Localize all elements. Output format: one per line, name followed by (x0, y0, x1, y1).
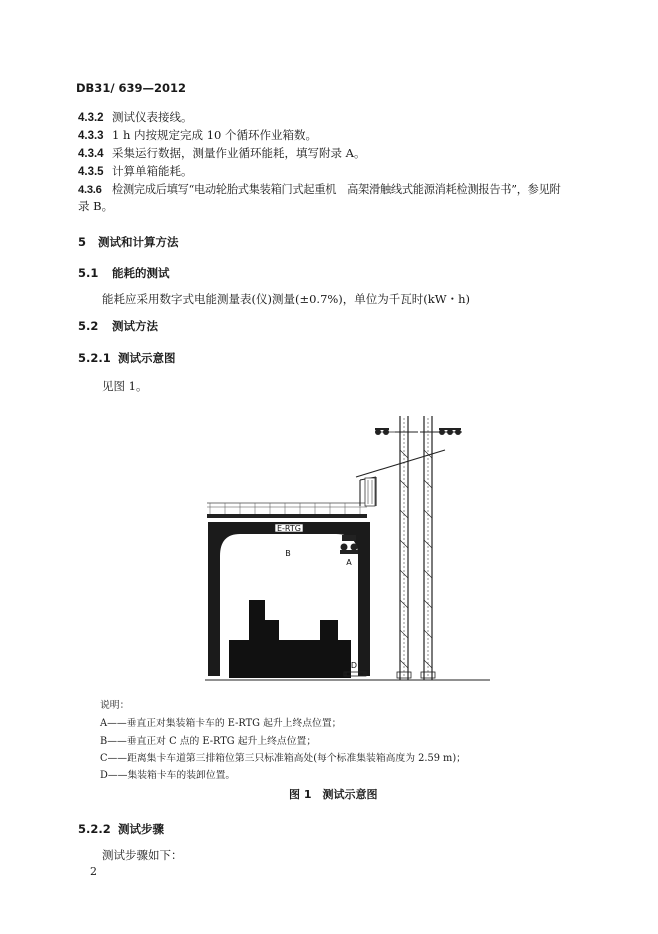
clause-4-3-4: 4.3.4 采集运行数据，测量作业循环能耗，填写附录 A。 (78, 146, 366, 160)
clause-4-3-6-continuation: 录 B。 (78, 199, 114, 213)
section-5-2-1-heading: 5.2.1 测试示意图 (78, 351, 176, 365)
point-b-label: B (285, 549, 291, 558)
container-stack (229, 600, 351, 678)
trolley-spreader (340, 535, 358, 554)
figure-note-d: D——集装箱卡车的装卸位置。 (100, 770, 236, 781)
clause-4-3-6: 4.3.6 检测完成后填写“电动轮胎式集装箱门式起重机 高架滑触线式能源消耗检测报告书”，参见附 (78, 183, 561, 196)
figure-caption: 图 1 测试示意图 (289, 788, 378, 801)
pole-left (395, 416, 418, 680)
figure-note-c: C——距离集卡车道第三排箱位第三只标准箱高处(每个标准集装箱高度为 2.59 m)； (100, 753, 466, 764)
point-a-label: A (346, 558, 352, 567)
page-number: 2 (90, 865, 97, 878)
section-5-1-body: 能耗应采用数字式电能测量表(仪)测量(±0.7%)，单位为千瓦时(kW・h) (102, 292, 470, 306)
point-c-label: C (288, 628, 294, 637)
clause-4-3-5: 4.3.5 计算单箱能耗。 (78, 164, 193, 178)
clause-4-3-3: 4.3.3 1 h 内按规定完成 10 个循环作业箱数。 (78, 128, 317, 142)
figure-1-diagram (200, 410, 500, 686)
figure-note-a: A——垂直正对集装箱卡车的 E-RTG 起升上终点位置； (100, 718, 342, 729)
section-5-heading: 5 测试和计算方法 (78, 235, 179, 249)
point-d-label: D (350, 661, 358, 670)
crane-label: E-RTG (276, 524, 302, 533)
section-5-2-heading: 5.2 测试方法 (78, 319, 158, 333)
section-5-2-2-body: 测试步骤如下： (102, 848, 183, 862)
section-5-2-1-body: 见图 1。 (102, 379, 148, 393)
clause-4-3-2: 4.3.2 测试仪表接线。 (78, 110, 193, 124)
figure-note-b: B——垂直正对 C 点的 E-RTG 起升上终点位置； (100, 736, 317, 747)
crane-girder (207, 503, 367, 518)
document-number: DB31/ 639—2012 (76, 81, 187, 95)
figure-notes-title: 说明： (100, 700, 130, 711)
section-5-1-heading: 5.1 能耗的测试 (78, 266, 170, 280)
section-5-2-2-heading: 5.2.2 测试步骤 (78, 822, 164, 836)
